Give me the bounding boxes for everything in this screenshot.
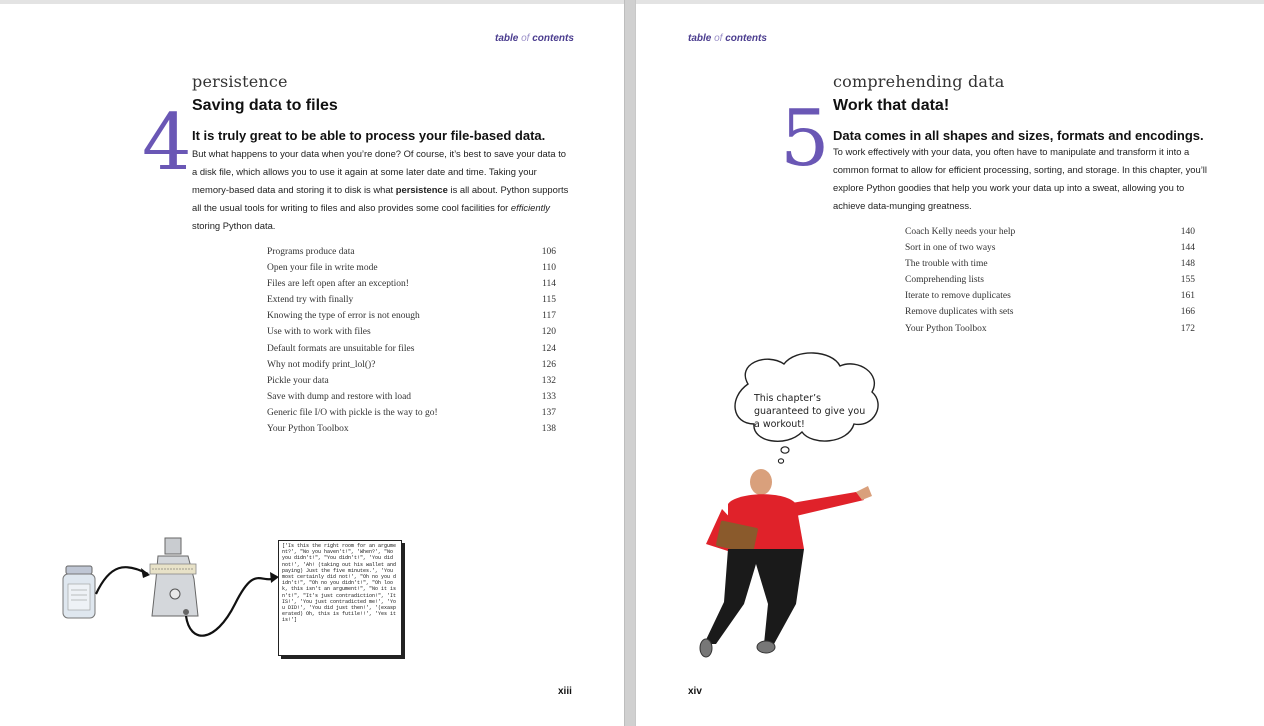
- coach-figure: [700, 469, 872, 657]
- toc-entry-page: 114: [542, 279, 556, 290]
- toc-entry-page: 106: [541, 247, 556, 257]
- jar-icon: [63, 566, 95, 618]
- toc-entry-label: Extend try with finally: [267, 295, 354, 306]
- chapter-subtitle: Data comes in all shapes and sizes, formats and encodings.: [833, 128, 1204, 143]
- page-number: xiv: [688, 686, 702, 697]
- toc-entry-page: 124: [541, 343, 556, 354]
- header-word-table: table: [495, 33, 519, 44]
- toc-entry-label: Knowing the type of error is not enough: [267, 311, 420, 322]
- left-page: [0, 4, 624, 726]
- toc-entry-label: Remove duplicates with sets: [905, 307, 1014, 318]
- toc-entry-label: Your Python Toolbox: [267, 424, 349, 435]
- arrow-jar-to-flask: [96, 567, 148, 594]
- chapter-number: 5: [780, 94, 830, 184]
- toc-entry-label: Programs produce data: [267, 247, 355, 257]
- toc-entry-page: 161: [1180, 291, 1195, 302]
- toc-entry-label: Save with dump and restore with load: [267, 391, 412, 402]
- chapter-topic: comprehending data: [833, 72, 1005, 91]
- toc-entry-page: 140: [1180, 227, 1195, 237]
- header-word-table: table: [688, 33, 712, 44]
- toc-entry-page: 133: [541, 391, 556, 402]
- toc-entry-page: 110: [542, 263, 556, 274]
- efficiently-emphasis: efficiently: [510, 202, 550, 213]
- toc-entry-label: Files are left open after an exception!: [267, 279, 409, 290]
- toc-entry-page: 148: [1180, 259, 1195, 270]
- pickled-data-file: ['Is this the right room for an argument?', "No you haven't!", 'When?', "No you didn't!", "You didn't!", 'You did not!', 'Ah! (taking out his wallet and paying) Just the five minutes.', 'You most certainly did not!', "Oh no you didn't!", "Oh no you didn't!", "Oh look, this isn't an argument!", "No it isn't!", "It's just contradiction!", 'It IS!', 'You just contradicted me!', 'You DID!', 'You did just then!', '(exasperated) Oh, this is futile!!', 'Yes it is!']: [278, 540, 402, 656]
- header-word-contents: contents: [725, 33, 767, 44]
- page-gutter: [624, 0, 636, 726]
- toc-entry-label: Comprehending lists: [905, 275, 984, 286]
- toc-entry-label: Generic file I/O with pickle is the way to go!: [267, 407, 438, 418]
- toc-entry-page: 172: [1180, 323, 1195, 334]
- toc-entry-label: Open your file in write mode: [267, 263, 378, 274]
- chapter-title: Work that data!: [833, 97, 950, 114]
- toc-entry-page: 126: [541, 359, 556, 370]
- toc-entry-label: Coach Kelly needs your help: [905, 227, 1016, 237]
- toc-entry-label: Default formats are unsuitable for files: [267, 343, 415, 354]
- persistence-emphasis: persistence: [395, 184, 448, 195]
- chapter-title: Saving data to files: [192, 97, 338, 114]
- chapter-body: But what happens to your data when you’re done? Of course, it’s best to save your data to a disk file, which allows you to use it again at some later date and time. Taking your memory-based data and storing it to disk is what persistence is all about. Python supports all the usual tools for writing to files and also provides some cool facilities for efficiently storing Python data.: [192, 148, 569, 231]
- chapter-body: To work effectively with your data, you often have to manipulate and transform it into a common format to allow for efficient processing, sorting, and storage. In this chapter, you’ll explore Python goodies that help you work your data up into a sweat, allowing you to achieve data-munging greatness.: [833, 146, 1207, 211]
- right-page: [636, 4, 1264, 726]
- toc-entry-page: 132: [541, 375, 556, 386]
- toc-entry-page: 137: [541, 407, 556, 418]
- coach-illustration: [636, 4, 1264, 726]
- header-word-of: of: [521, 33, 530, 44]
- toc-entry-page: 138: [541, 424, 556, 435]
- thought-bubble-text: This chapter’s guaranteed to give you a workout!: [754, 393, 866, 430]
- toc-entry-label: Your Python Toolbox: [905, 323, 987, 334]
- chapter-subtitle: It is truly great to be able to process your file-based data.: [192, 128, 546, 143]
- flask-icon: [150, 538, 198, 616]
- page-number: xiii: [558, 686, 572, 697]
- toc-entry-page: 166: [1180, 307, 1195, 318]
- toc-entry-page: 117: [542, 311, 556, 322]
- toc-entry-label: Iterate to remove duplicates: [905, 291, 1011, 302]
- toc-entry-page: 155: [1180, 275, 1195, 286]
- toc-entry-page: 120: [541, 327, 556, 338]
- chapter-number: 4: [142, 98, 192, 188]
- toc-entry-label: Why not modify print_lol()?: [267, 359, 376, 370]
- toc-entry-page: 144: [1180, 243, 1195, 254]
- toc-entry-page: 115: [542, 295, 556, 306]
- header-word-of: of: [714, 33, 723, 44]
- arrow-flask-to-file: [186, 578, 276, 636]
- toc-entry-label: Use with to work with files: [267, 327, 371, 338]
- header-word-contents: contents: [532, 33, 574, 44]
- chapter-topic: persistence: [192, 72, 288, 91]
- toc-entry-label: Sort in one of two ways: [905, 243, 996, 254]
- toc-entry-label: Pickle your data: [267, 375, 329, 386]
- toc-entry-label: The trouble with time: [905, 259, 988, 270]
